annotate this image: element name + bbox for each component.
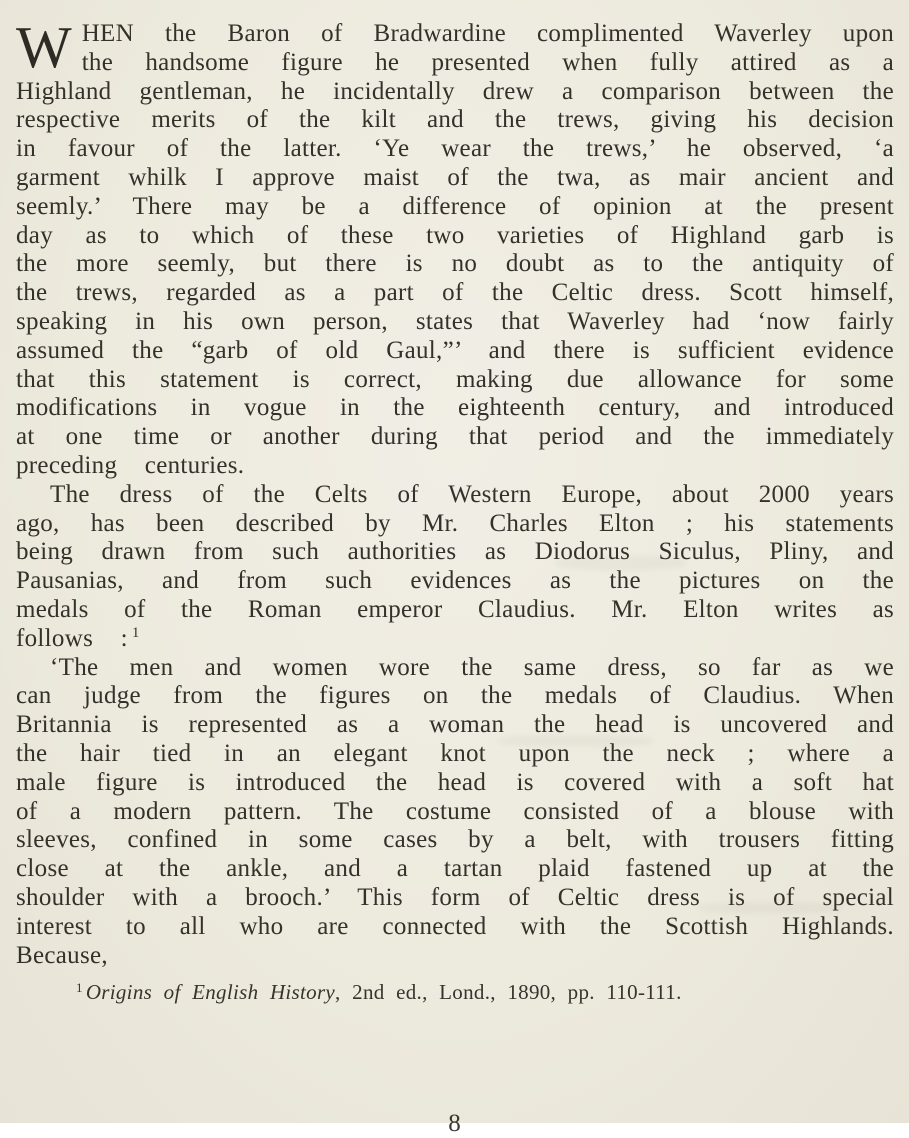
paragraph-opening [16, 14, 894, 481]
footnote-title: Origins of English History [85, 980, 336, 1005]
footnote-marker: 1 [76, 980, 83, 996]
showthrough-smudge [698, 903, 843, 913]
paragraph-elton-intro [16, 481, 894, 654]
drop-cap: W [16, 14, 72, 80]
paragraph-elton-intro-text: The dress of the Celts of Western Europe, about 2000 years ago, has been described by Mr. Charles Elton ; his statements being drawn from such authorities as Diodorus Siculus, Pliny, and Pausanias, and from such evidences as the pictures on the medals of the Roman emperor Claudius. Mr. Elton writes as follows : [16, 480, 894, 652]
footnote [16, 975, 894, 1005]
footnote-citation: , 2nd ed., Lond., 1890, pp. 110-111. [335, 980, 682, 1005]
paragraph-elton-quote [16, 654, 894, 971]
showthrough-smudge [556, 556, 686, 570]
footnote-reference: 1 [131, 624, 140, 641]
showthrough-smudge [498, 735, 653, 747]
page-number-partial: 8 [448, 1110, 461, 1137]
paragraph-opening-text: HEN the Baron of Bradwardine complimented Waverley upon the handsome figure he presented when fully attired as a Highland gentleman, he incidentally drew a comparison between the respective merits of the kilt and the trews, giving his decision in favour of the latter. ‘Ye wear the trews,’ he observed, ‘a garment whilk I approve maist of the twa, as mair ancient and seemly.’ There may be a difference of opinion at the present day as to which of these two varieties of Highland garb is the more seemly, but there is no doubt as to the antiquity of the trews, regarded as a part of the Celtic dress. Scott himself, speaking in his own person, states that Waverley had ‘now fairly assumed the “garb of old Gaul,”’ and there is sufficient evidence that this statement is correct, making due allowance for some modifications in vogue in the eighteenth century, and introduced at one time or another during that period and the immediately preceding centuries. [16, 20, 894, 479]
paragraph-elton-quote-text: ‘The men and women wore the same dress, so far as we can judge from the figures on the medals of Claudius. When Britannia is represented as a woman the head is uncovered and the hair tied in an elegant knot upon the neck ; where a male figure is introduced the head is covered with a soft hat of a modern pattern. The costume consisted of a blouse with sleeves, confined in some cases by a belt, with trousers fitting close at the ankle, and a tartan plaid fastened up at the shoulder with a brooch.’ This form of Celtic dress is of special interest to all who are connected with the Scottish Highlands. Because, [16, 653, 894, 969]
